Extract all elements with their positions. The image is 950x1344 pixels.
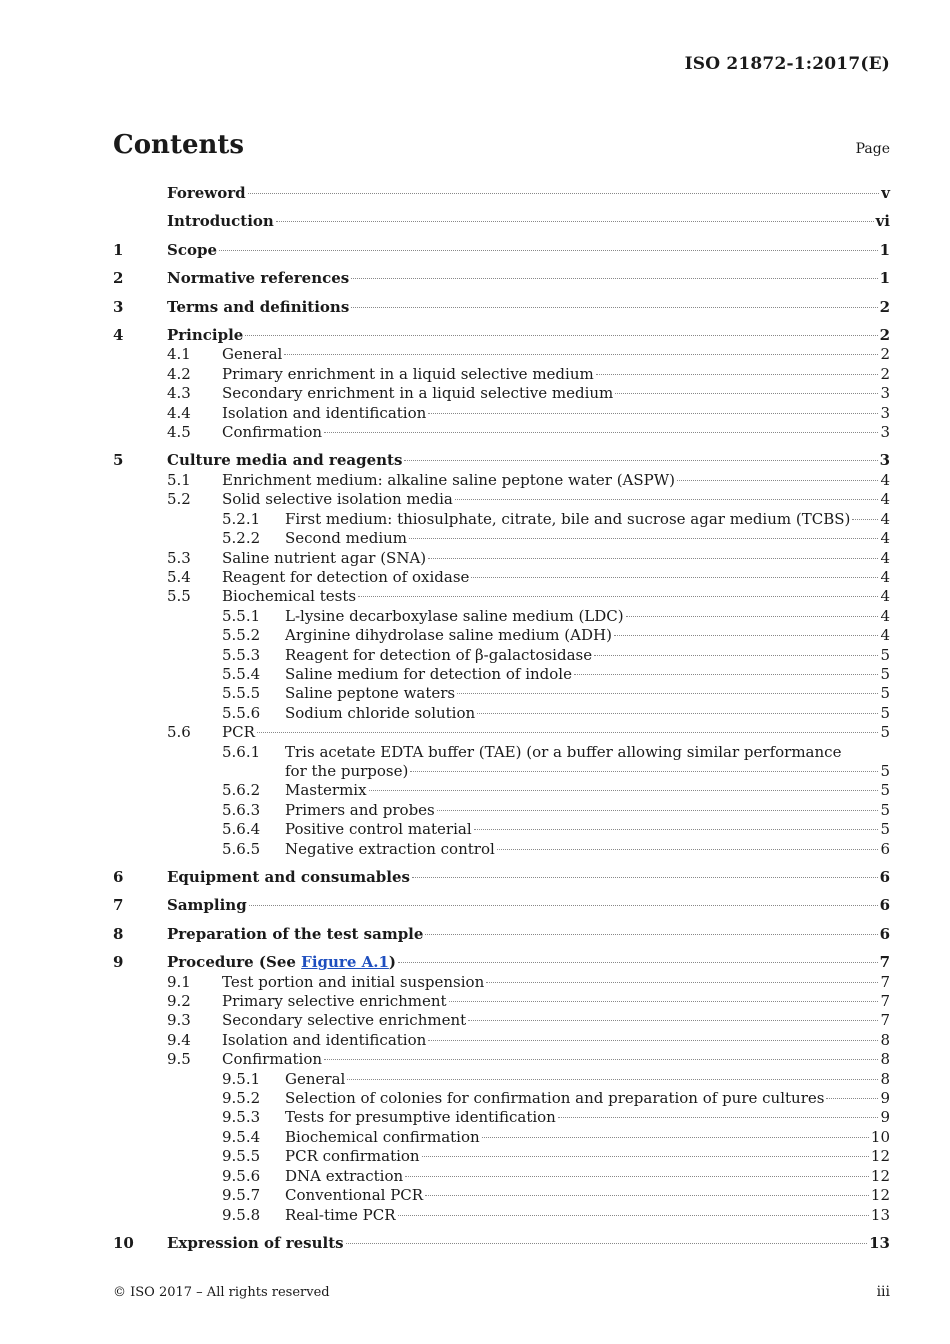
toc-entry[interactable] [113, 1147, 890, 1166]
leader-dots [284, 354, 878, 355]
toc-entry[interactable] [113, 241, 890, 260]
leader-dots [626, 616, 879, 617]
toc-entry-title: Saline medium for detection of indole [285, 664, 572, 683]
toc-page-number: vi [875, 212, 890, 231]
toc-entry-title: Saline peptone waters [285, 684, 456, 703]
toc-entry[interactable] [113, 646, 890, 665]
toc-entry-title: Reagent for detection of oxidase [222, 567, 470, 586]
toc-entry[interactable] [113, 587, 890, 606]
toc-page-number: 3 [880, 384, 890, 403]
toc-entry[interactable] [113, 384, 890, 403]
toc-section-number: 5.5.1 [222, 606, 261, 625]
toc-entry-title: L-lysine decarboxylase saline medium (LDC) [285, 606, 624, 625]
toc-section-number: 7 [113, 896, 124, 915]
toc-entry[interactable] [113, 684, 890, 703]
toc-entry-title: Biochemical tests [222, 587, 357, 606]
toc-section-number: 4.5 [167, 423, 191, 442]
toc-entry[interactable] [113, 326, 890, 345]
toc-entry[interactable] [113, 471, 890, 490]
toc-entry[interactable] [113, 868, 890, 887]
toc-entry[interactable] [113, 665, 890, 684]
toc-section-number: 9.5.8 [222, 1205, 261, 1224]
toc-section-number: 4.3 [167, 384, 191, 403]
toc-entry[interactable] [113, 404, 890, 423]
toc-entry[interactable] [113, 1089, 890, 1108]
toc-entry[interactable] [113, 529, 890, 548]
toc-page-number: 12 [870, 1166, 890, 1185]
toc-entry[interactable] [113, 212, 890, 231]
toc-page-number: 2 [879, 326, 890, 345]
toc-section-number: 9.5.3 [222, 1108, 261, 1127]
leader-dots [425, 934, 877, 935]
toc-entry[interactable] [113, 953, 890, 972]
toc-entry[interactable] [113, 992, 890, 1011]
toc-entry-title-cont: for the purpose) [285, 761, 409, 780]
leader-dots [369, 790, 879, 791]
toc-entry-title: Introduction [167, 212, 274, 231]
toc-entry[interactable] [113, 1186, 890, 1205]
leader-dots [249, 905, 878, 906]
toc-page-number: 2 [880, 364, 890, 383]
toc-entry[interactable] [113, 925, 890, 944]
toc-entry-title: Tris acetate EDTA buffer (TAE) (or a buffer allowing similar performance [285, 742, 842, 761]
toc-section-number: 9.5.6 [222, 1166, 261, 1185]
leader-dots [409, 538, 878, 539]
toc-section-number: 9.2 [167, 992, 191, 1011]
toc-section-number: 5.5.6 [222, 703, 261, 722]
toc-page-number: 5 [880, 645, 890, 664]
toc-page-number: 2 [880, 345, 890, 364]
toc-entry-title: Confirmation [222, 1050, 323, 1069]
toc-section-number: 10 [113, 1233, 134, 1252]
leader-dots [276, 221, 874, 222]
toc-entry-title: Negative extraction control [285, 839, 495, 858]
toc-page-number: 6 [879, 896, 890, 915]
toc-page-number: 6 [879, 924, 890, 943]
toc-entry-title: Terms and definitions [167, 297, 350, 316]
toc-section-number: 5.6.3 [222, 800, 261, 819]
toc-entry-title: First medium: thiosulphate, citrate, bile and sucrose agar medium (TCBS) [285, 509, 851, 528]
leader-dots [596, 374, 879, 375]
toc-entry[interactable] [113, 269, 890, 288]
leader-dots [219, 250, 878, 251]
toc-page-number: 8 [880, 1050, 890, 1069]
toc-entry-title: Normative references [167, 269, 350, 288]
figure-link[interactable]: Figure A.1 [301, 953, 389, 972]
toc-entry[interactable] [113, 1167, 890, 1186]
toc-entry-title: DNA extraction [285, 1166, 404, 1185]
toc-entry-title: Second medium [285, 529, 407, 548]
toc-entry[interactable] [113, 1070, 890, 1089]
toc-page-number: v [881, 184, 890, 202]
toc-title-text: Procedure (See [167, 953, 302, 972]
toc-entry[interactable] [113, 781, 890, 800]
toc-page-number: 4 [880, 529, 890, 548]
toc-section-number: 5.6.5 [222, 839, 261, 858]
toc-entry[interactable] [113, 840, 890, 859]
toc-entry[interactable] [113, 451, 890, 470]
toc-entry-title: Saline nutrient agar (SNA) [222, 548, 427, 567]
leader-dots [826, 1098, 878, 1099]
toc-page-number: 7 [879, 953, 890, 972]
toc-page-number: 1 [879, 240, 890, 259]
leader-dots [558, 1117, 879, 1118]
toc-section-number: 2 [113, 269, 124, 288]
toc-entry-title: Solid selective isolation media [222, 490, 453, 509]
toc-section-number: 5.5.2 [222, 626, 261, 645]
toc-page-number: 5 [880, 684, 890, 703]
toc-section-number: 9.5.2 [222, 1089, 261, 1108]
leader-dots [428, 1040, 878, 1041]
toc-entry[interactable] [113, 1011, 890, 1030]
toc-entry-title: Sampling [167, 896, 247, 915]
leader-dots [471, 577, 878, 578]
toc-entry-title: Positive control material [285, 820, 472, 839]
toc-entry-title: Principle [167, 326, 244, 345]
toc-page-number: 13 [870, 1205, 890, 1224]
toc-entry[interactable] [113, 1050, 890, 1069]
toc-entry-title: Equipment and consumables [167, 868, 410, 886]
leader-dots [614, 635, 879, 636]
leader-dots [245, 335, 877, 336]
toc-entry-title: Arginine dihydrolase saline medium (ADH) [285, 626, 612, 645]
leader-dots [351, 307, 877, 308]
leader-dots [615, 393, 878, 394]
toc-section-number: 9.5.7 [222, 1186, 261, 1205]
leader-dots [324, 1059, 878, 1060]
toc-section-number: 5.2 [167, 490, 191, 509]
leader-dots [437, 810, 879, 811]
toc-page-number: 6 [880, 839, 890, 858]
toc-section-number: 1 [113, 240, 124, 259]
toc-page-number: 4 [880, 548, 890, 567]
toc-page-number: 4 [880, 606, 890, 625]
toc-section-number: 6 [113, 868, 124, 886]
toc-entry[interactable] [113, 1234, 890, 1253]
toc-page-number: 8 [880, 1030, 890, 1049]
toc-entry-title: Foreword [167, 184, 246, 202]
toc-section-number: 3 [113, 297, 124, 316]
toc-entry-title: Scope [167, 240, 218, 259]
leader-dots [347, 1079, 878, 1080]
toc-section-number: 9.1 [167, 972, 191, 991]
contents-heading [113, 130, 890, 160]
toc-entry[interactable] [113, 801, 890, 820]
toc-entry-title: Real-time PCR [285, 1205, 396, 1224]
leader-dots [474, 829, 879, 830]
toc-page-number: 2 [879, 297, 890, 316]
toc-page-number: 1 [879, 269, 890, 288]
toc-entry-title: Primers and probes [285, 800, 435, 819]
toc-entry[interactable] [113, 549, 890, 568]
toc-section-number: 9.5.5 [222, 1147, 261, 1166]
toc-section-number: 5.5.5 [222, 684, 261, 703]
toc-section-number: 9.5.4 [222, 1127, 261, 1146]
toc-entry-title: Tests for presumptive identification [285, 1108, 556, 1127]
toc-entry[interactable] [113, 490, 890, 509]
toc-section-number: 4.2 [167, 364, 191, 383]
leader-dots [358, 596, 878, 597]
toc-entry[interactable] [113, 743, 890, 762]
toc-section-number: 9 [113, 953, 124, 972]
toc-entry-title: Sodium chloride solution [285, 703, 476, 722]
leader-dots [422, 1156, 869, 1157]
toc-page-number: 4 [880, 567, 890, 586]
toc-page-number: 8 [880, 1069, 890, 1088]
leader-dots [497, 849, 879, 850]
leader-dots [346, 1243, 868, 1244]
copyright-notice: © ISO 2017 – All rights reserved [113, 1285, 330, 1300]
table-of-contents [113, 184, 890, 1253]
leader-dots [482, 1137, 869, 1138]
toc-entry-title: Test portion and initial suspension [222, 972, 485, 991]
toc-entry[interactable] [113, 704, 890, 723]
toc-section-number: 5.3 [167, 548, 191, 567]
toc-section-number: 9.5.1 [222, 1069, 261, 1088]
leader-dots [449, 1001, 879, 1002]
toc-entry-continuation[interactable] [113, 762, 890, 781]
toc-page-number: 5 [880, 723, 890, 742]
toc-page-number: 10 [870, 1127, 890, 1146]
leader-dots [455, 499, 879, 500]
leader-dots [457, 693, 878, 694]
toc-page-number: 5 [880, 800, 890, 819]
toc-entry[interactable] [113, 820, 890, 839]
toc-entry[interactable] [113, 423, 890, 442]
toc-page-number: 3 [879, 451, 890, 470]
toc-entry-title: General [285, 1069, 346, 1088]
toc-page-number: 6 [879, 868, 890, 886]
toc-entry-title: PCR confirmation [285, 1147, 420, 1166]
toc-section-number: 8 [113, 924, 124, 943]
toc-section-number: 5.5.4 [222, 664, 261, 683]
toc-entry[interactable] [113, 345, 890, 364]
toc-entry-title: Isolation and identification [222, 1030, 427, 1049]
leader-dots [405, 1176, 869, 1177]
toc-page-number: 3 [880, 403, 890, 422]
toc-section-number: 5.6.2 [222, 781, 261, 800]
toc-entry-title [167, 953, 396, 972]
toc-page-number: 5 [880, 664, 890, 683]
toc-entry[interactable] [113, 607, 890, 626]
toc-page-number: 5 [880, 703, 890, 722]
toc-title-end: ) [388, 953, 396, 972]
toc-section-number: 5.6 [167, 723, 191, 742]
toc-section-number: 4.4 [167, 403, 191, 422]
toc-section-number: 9.5 [167, 1050, 191, 1069]
toc-page-number: 13 [869, 1233, 890, 1252]
toc-entry-title: Selection of colonies for confirmation and preparation of pure cultures [285, 1089, 825, 1108]
leader-dots [398, 1215, 869, 1216]
toc-entry[interactable] [113, 184, 890, 203]
leader-dots [248, 193, 880, 194]
leader-dots [574, 674, 878, 675]
toc-section-number: 5.6.4 [222, 820, 261, 839]
toc-page-number: 4 [880, 587, 890, 606]
leader-dots [324, 432, 878, 433]
toc-entry[interactable] [113, 723, 890, 742]
toc-entry-title: Confirmation [222, 423, 323, 442]
leader-dots [486, 982, 878, 983]
toc-page-number: 7 [880, 972, 890, 991]
toc-section-number: 5.4 [167, 567, 191, 586]
toc-section-number: 9.3 [167, 1011, 191, 1030]
leader-dots [257, 732, 879, 733]
toc-entry[interactable] [113, 568, 890, 587]
leader-dots [412, 877, 878, 878]
toc-entry-title: Primary selective enrichment [222, 992, 447, 1011]
toc-entry-title: Secondary enrichment in a liquid selective medium [222, 384, 614, 403]
toc-entry[interactable] [113, 298, 890, 317]
toc-entry-title: Primary enrichment in a liquid selective medium [222, 364, 594, 383]
toc-section-number: 5.5.3 [222, 645, 261, 664]
leader-dots [468, 1020, 878, 1021]
toc-section-number: 9.4 [167, 1030, 191, 1049]
toc-page-number: 4 [880, 470, 890, 489]
toc-page-number: 3 [880, 423, 890, 442]
toc-section-number: 5.6.1 [222, 742, 261, 761]
leader-dots [428, 558, 878, 559]
toc-section-number: 4.1 [167, 345, 191, 364]
toc-entry-title: General [222, 345, 283, 364]
toc-entry[interactable] [113, 1108, 890, 1127]
toc-entry-title: Isolation and identification [222, 403, 427, 422]
toc-page-number: 7 [880, 992, 890, 1011]
contents-title: Contents [113, 130, 245, 160]
toc-section-number: 5.1 [167, 470, 191, 489]
toc-entry[interactable] [113, 626, 890, 645]
toc-entry-title: Preparation of the test sample [167, 924, 424, 943]
toc-entry[interactable] [113, 896, 890, 915]
toc-entry-title: Biochemical confirmation [285, 1127, 480, 1146]
document-id: ISO 21872-1:2017(E) [684, 54, 890, 74]
page-column-label: Page [855, 141, 890, 157]
toc-entry[interactable] [113, 510, 890, 529]
toc-entry[interactable] [113, 1031, 890, 1050]
toc-page-number: 5 [880, 761, 890, 780]
toc-entry-title: Expression of results [167, 1233, 344, 1252]
leader-dots [351, 278, 877, 279]
page-number: iii [876, 1284, 890, 1300]
toc-page-number: 5 [880, 820, 890, 839]
toc-page-number: 12 [870, 1186, 890, 1205]
leader-dots [477, 713, 878, 714]
toc-entry[interactable] [113, 1206, 890, 1225]
toc-entry-title: PCR [222, 723, 255, 742]
toc-section-number: 5.5 [167, 587, 191, 606]
toc-page-number: 5 [880, 781, 890, 800]
toc-entry-title: Culture media and reagents [167, 451, 403, 470]
toc-page-number: 7 [880, 1011, 890, 1030]
toc-page-number: 4 [880, 509, 890, 528]
leader-dots [410, 771, 878, 772]
toc-entry-title: Secondary selective enrichment [222, 1011, 467, 1030]
leader-dots [398, 962, 878, 963]
leader-dots [677, 480, 878, 481]
toc-entry-title: Enrichment medium: alkaline saline peptone water (ASPW) [222, 470, 676, 489]
toc-entry-title: Conventional PCR [285, 1186, 424, 1205]
toc-page-number: 4 [880, 626, 890, 645]
leader-dots [404, 460, 877, 461]
toc-section-number: 5.2.2 [222, 529, 261, 548]
leader-dots [425, 1195, 869, 1196]
toc-page-number: 9 [880, 1108, 890, 1127]
leader-dots [428, 413, 878, 414]
toc-page-number: 9 [880, 1089, 890, 1108]
toc-entry-title: Reagent for detection of β-galactosidase [285, 645, 593, 664]
toc-page-number: 4 [880, 490, 890, 509]
toc-section-number: 4 [113, 326, 124, 345]
toc-page-number: 12 [870, 1147, 890, 1166]
toc-entry[interactable] [113, 1128, 890, 1147]
leader-dots [852, 519, 878, 520]
toc-section-number: 5.2.1 [222, 509, 261, 528]
toc-entry[interactable] [113, 973, 890, 992]
toc-section-number: 5 [113, 451, 124, 470]
toc-entry[interactable] [113, 365, 890, 384]
leader-dots [594, 655, 878, 656]
toc-entry-title: Mastermix [285, 781, 367, 800]
